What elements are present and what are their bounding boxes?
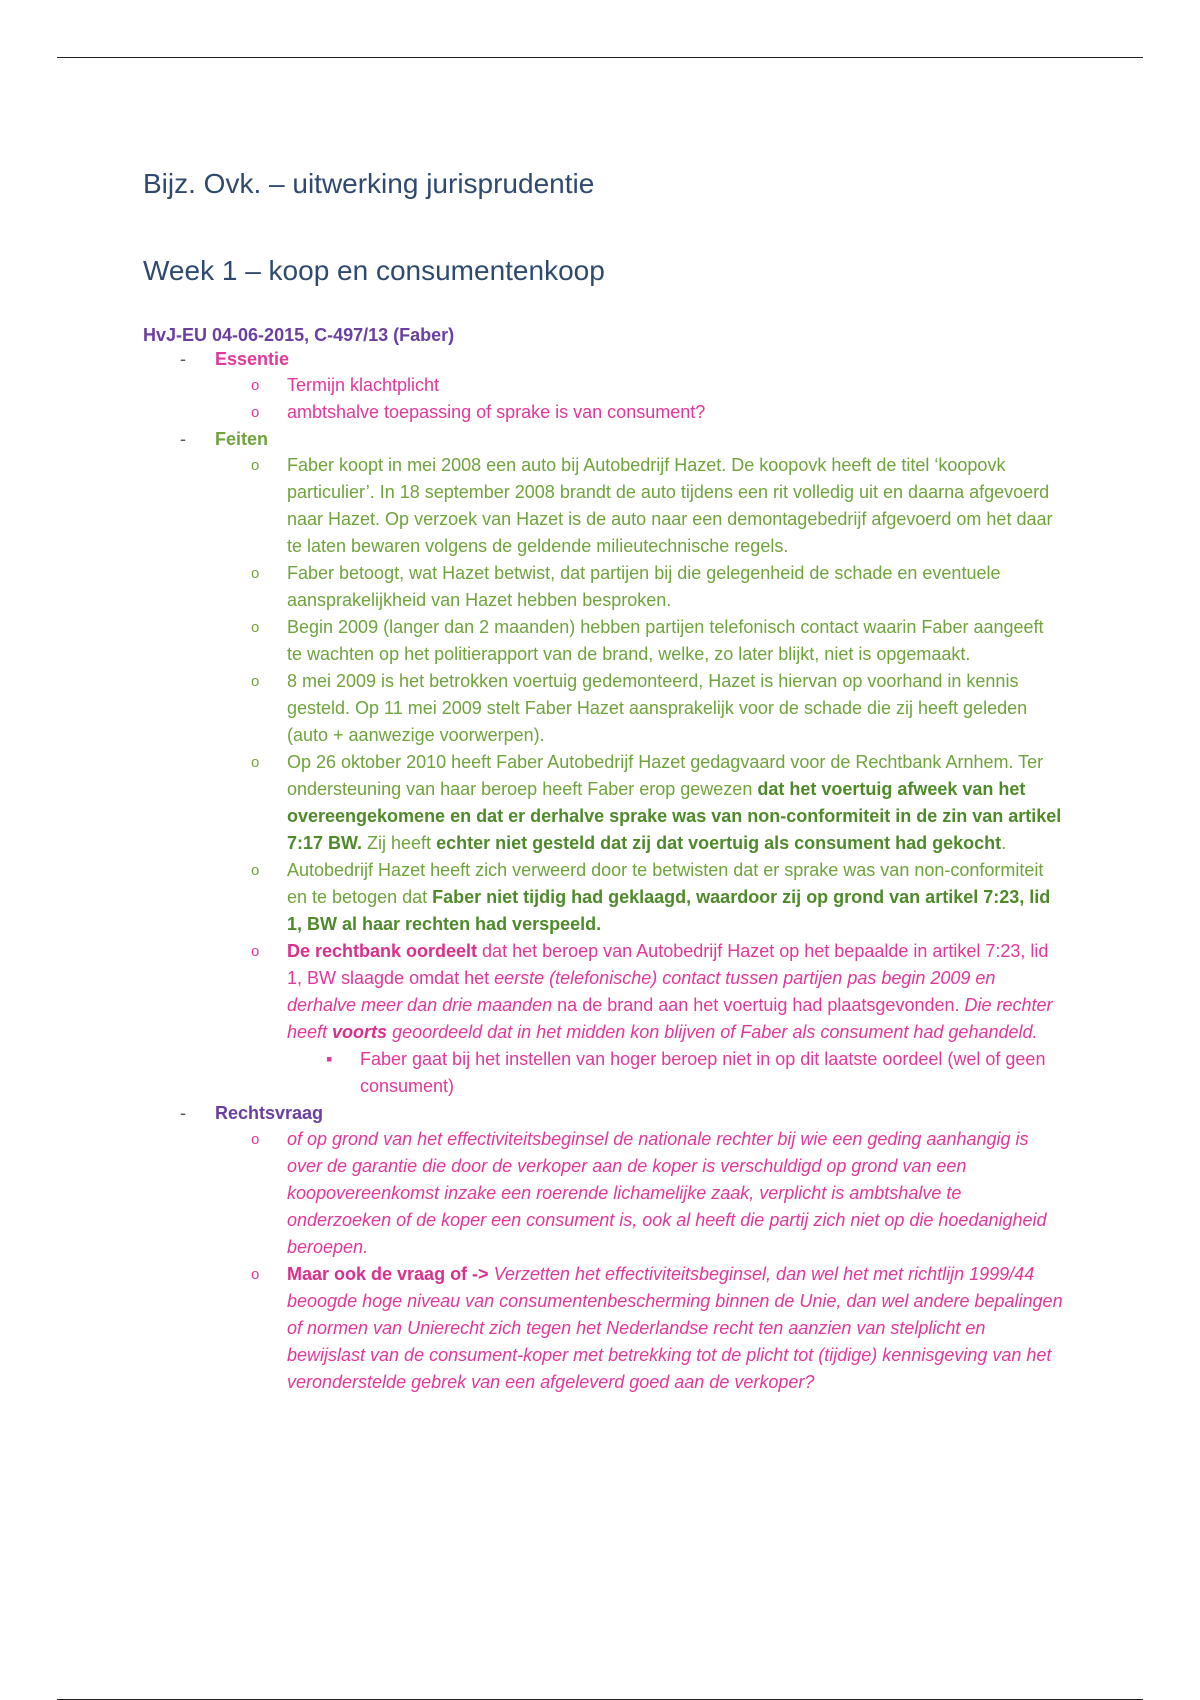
list-item: o Termijn klachtplicht — [143, 372, 1063, 399]
dash-bullet: - — [180, 429, 186, 449]
list-item: o Autobedrijf Hazet heeft zich verweerd door te betwisten dat er sprake was van non-conformiteit en te betogen dat Faber niet tijdig had geklaagd, waardoor zij op grond van artikel 7:23, lid 1, BW al haar rechten had verspeeld. — [143, 857, 1063, 938]
rechtsvraag-list — [143, 1126, 1063, 1396]
essentie-label: Essentie — [215, 349, 290, 369]
circle-bullet: o — [251, 673, 260, 690]
circle-bullet: o — [251, 1266, 260, 1283]
list-item: o Op 26 oktober 2010 heeft Faber Autobedrijf Hazet gedagvaard voor de Rechtbank Arnhem. Ter ondersteuning van haar beroep heeft Faber erop gewezen dat het voertuig afweek van het overeengekomene en dat er derhalve sprake was van non-conformiteit in de zin van artikel 7:17 BW. Zij heeft echter niet gesteld dat zij dat voertuig als consument had gekocht. — [143, 749, 1063, 857]
dash-bullet: - — [180, 349, 186, 369]
list-item: o Maar ook de vraag of -> Verzetten het effectiviteitsbeginsel, dan wel het met richtlijn 1999/44 beoogde hoge niveau van consumentenbescherming binnen de Unie, dan wel andere bepalingen of normen van Unierecht zich tegen het Nederlandse recht ten aanzien van stelplicht en bewijslast van de consument-koper met betrekking tot de plicht tot (tijdige) kennisgeving van het veronderstelde gebrek van een afgeleverd goed aan de verkoper? — [143, 1261, 1063, 1396]
feiten-sublist — [143, 1046, 1063, 1100]
list-item: o Faber betoogt, wat Hazet betwist, dat partijen bij die gelegenheid de schade en eventuele aansprakelijkheid van Hazet hebben besproken. — [143, 560, 1063, 614]
list-item: ▪ Faber gaat bij het instellen van hoger beroep niet in op dit laatste oordeel (wel of geen consument) — [143, 1046, 1063, 1100]
feiten-list — [143, 452, 1063, 1046]
circle-bullet: o — [251, 404, 260, 421]
list-item: o 8 mei 2009 is het betrokken voertuig gedemonteerd, Hazet is hiervan op voorhand in kennis gesteld. Op 11 mei 2009 stelt Faber Hazet aansprakelijk voor de schade die zij heeft geleden (auto + aanwezige voorwerpen). — [143, 668, 1063, 749]
list-item: o ambtshalve toepassing of sprake is van consument? — [143, 399, 1063, 426]
rechtsvraag-label: Rechtsvraag — [215, 1103, 324, 1123]
circle-bullet: o — [251, 1131, 260, 1148]
list-item: o Faber koopt in mei 2008 een auto bij Autobedrijf Hazet. De koopovk heeft de titel ‘koopovk particulier’. In 18 september 2008 brandt de auto tijdens een rit volledig uit en daarna afgevoerd naar Hazet. Op verzoek van Hazet is de auto naar een demontagebedrijf afgevoerd om het daar te laten bewaren volgens de geldende milieutechnische regels. — [143, 452, 1063, 560]
circle-bullet: o — [251, 943, 260, 960]
case-heading: HvJ-EU 04-06-2015, C-497/13 (Faber) — [143, 325, 455, 345]
dash-bullet: - — [180, 1103, 186, 1123]
circle-bullet: o — [251, 754, 260, 771]
document-body — [143, 168, 1063, 1396]
section-feiten — [143, 426, 1063, 452]
feiten-label: Feiten — [215, 429, 269, 449]
document-title: Bijz. Ovk. – uitwerking jurisprudentie — [143, 168, 595, 199]
top-rule — [57, 57, 1143, 58]
circle-bullet: o — [251, 377, 260, 394]
section-rechtsvraag — [143, 1100, 1063, 1126]
section-essentie — [143, 346, 1063, 372]
circle-bullet: o — [251, 619, 260, 636]
circle-bullet: o — [251, 457, 260, 474]
circle-bullet: o — [251, 565, 260, 582]
circle-bullet: o — [251, 862, 260, 879]
essentie-list — [143, 372, 1063, 426]
list-item: o De rechtbank oordeelt dat het beroep van Autobedrijf Hazet op het bepaalde in artikel 7:23, lid 1, BW slaagde omdat het eerste (telefonische) contact tussen partijen pas begin 2009 en derhalve meer dan drie maanden na de brand aan het voertuig had plaatsgevonden. Die rechter heeft voorts geoordeeld dat in het midden kon blijven of Faber als consument had gehandeld. — [143, 938, 1063, 1046]
square-bullet: ▪ — [326, 1049, 333, 1069]
week-heading: Week 1 – koop en consumentenkoop — [143, 255, 605, 286]
list-item: o Begin 2009 (langer dan 2 maanden) hebben partijen telefonisch contact waarin Faber aangeeft te wachten op het politierapport van de brand, welke, zo later blijkt, niet is opgemaakt. — [143, 614, 1063, 668]
list-item: o of op grond van het effectiviteitsbeginsel de nationale rechter bij wie een geding aanhangig is over de garantie die door de verkoper aan de koper is verschuldigd op grond van een koopovereenkomst inzake een roerende lichamelijke zaak, verplicht is ambtshalve te onderzoeken of de koper een consument is, ook al heeft die partij zich niet op die hoedanigheid beroepen. — [143, 1126, 1063, 1261]
